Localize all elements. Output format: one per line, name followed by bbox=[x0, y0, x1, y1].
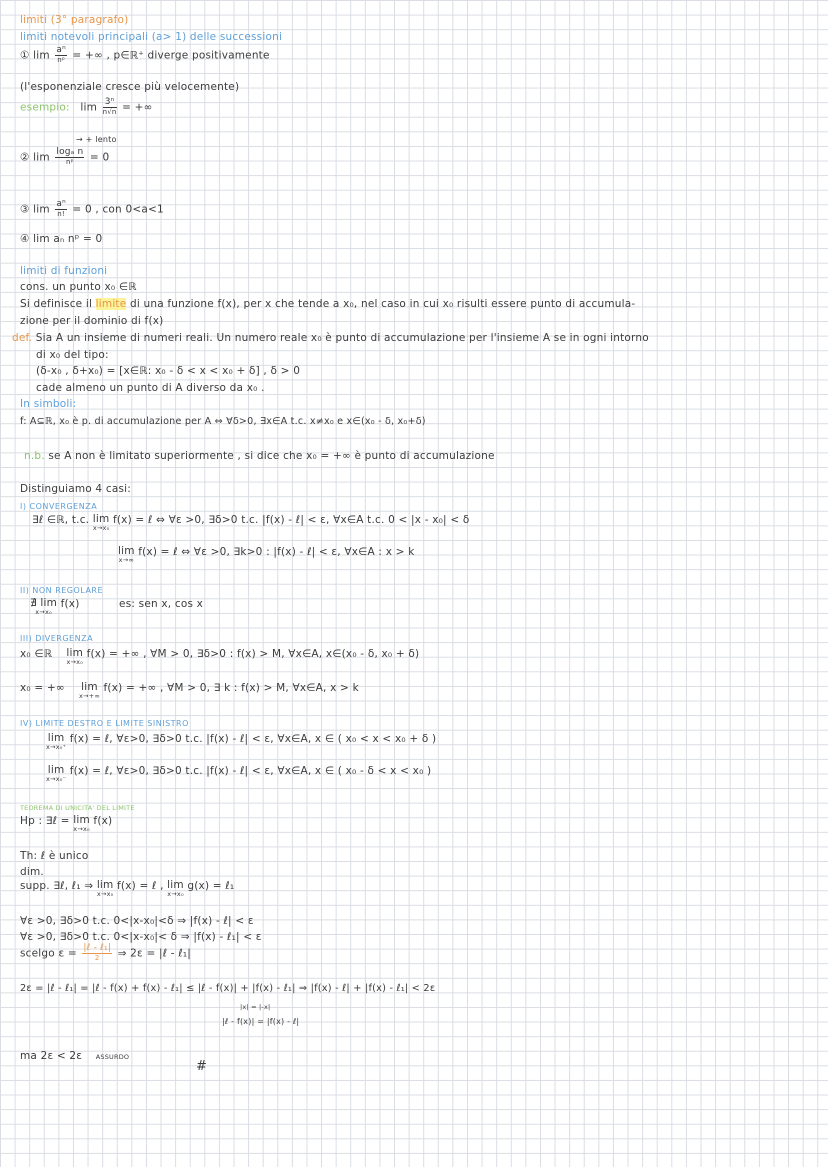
symbols-heading: In simboli: bbox=[20, 398, 77, 410]
case-1-line-1: ∃ℓ ∈ℝ, t.c. lim x→x₀ f(x) = ℓ ⇔ ∀ε >0, ∃δ>0 t.c. |f(x) - ℓ| < ε, ∀x∈A t.c. 0 < |x - x₀| < δ bbox=[32, 513, 470, 532]
definition-line-1: def. Sia A un insieme di numeri reali. Un numero reale x₀ è punto di accumulazione per l'insieme A se in ogni intorno bbox=[12, 332, 649, 344]
section-heading-successioni: limiti notevoli principali (a> 1) delle successioni bbox=[20, 31, 283, 43]
case-4-line-2: lim x→x₀⁻ f(x) = ℓ, ∀ε>0, ∃δ>0 t.c. |f(x) - ℓ| < ε, ∀x∈A, x ∈ ( x₀ - δ < x < x₀ ) bbox=[46, 764, 432, 783]
limit-item-2: ② lim $\frac{\text{logₐ n}}{\text{nᵖ}}$ = 0 bbox=[20, 147, 110, 166]
limit-item-1: ① lim $\frac{\text{aⁿ}}{\text{nᵖ}}$ = +∞ , p∈ℝ⁺ diverge positivamente bbox=[20, 45, 270, 64]
example-line: esempio: lim $\frac{\text{3ⁿ}}{n√n}$ = +∞ bbox=[20, 97, 153, 116]
funzioni-line-2: Si definisce il limite di una funzione f(x), per x che tende a x₀, nel caso in cui x₀ risulti essere punto di accumula- bbox=[20, 298, 636, 310]
funzioni-line-3: zione per il dominio di f(x) bbox=[20, 315, 164, 327]
limit-item-4: ④ lim aₙ nᵖ = 0 bbox=[20, 233, 103, 245]
proof-line-3: scelgo ε = $\frac{\text{|ℓ - ℓ₁|}}{2}$ ⇒ 2ε = |ℓ - ℓ₁| bbox=[20, 943, 192, 962]
proof-line-1: ∀ε >0, ∃δ>0 t.c. 0<|x-x₀|<δ ⇒ |f(x) - ℓ| < ε bbox=[20, 915, 254, 927]
proof-label: dim. bbox=[20, 866, 44, 878]
funzioni-line-1: cons. un punto x₀ ∈ℝ bbox=[20, 281, 137, 293]
hypothesis-line: Hp : ∃ℓ = lim x→x₀ f(x) bbox=[20, 814, 113, 833]
proof-line-2: ∀ε >0, ∃δ>0 t.c. 0<|x-x₀|< δ ⇒ |f(x) - ℓ₁| < ε bbox=[20, 931, 262, 943]
slower-note: → + lento bbox=[76, 135, 117, 144]
page-title: limiti (3° paragrafo) bbox=[20, 14, 129, 26]
conclusion-line: ma 2ε < 2ε ASSURDO bbox=[20, 1050, 130, 1062]
supposition-line: supp. ∃ℓ, ℓ₁ ⇒ lim x→x₀ f(x) = ℓ , lim x→x₀ g(x) = ℓ₁ bbox=[20, 879, 235, 898]
case-1-line-2: lim x→∞ f(x) = ℓ ⇔ ∀ε >0, ∃k>0 : |f(x) - ℓ| < ε, ∀x∈A : x > k bbox=[118, 545, 415, 564]
case-1-heading: I) CONVERGENZA bbox=[20, 502, 98, 511]
case-2-heading: II) NON REGOLARE bbox=[20, 586, 104, 595]
limite-highlight: limite bbox=[95, 298, 127, 310]
case-4-heading: IV) LIMITE DESTRO E LIMITE SINISTRO bbox=[20, 719, 189, 728]
thesis-line: Th: ℓ è unico bbox=[20, 850, 89, 862]
theorem-heading: TEOREMA DI UNICITA' DEL LIMITE bbox=[20, 804, 135, 812]
case-4-line-1: lim x→x₀⁺ f(x) = ℓ, ∀ε>0, ∃δ>0 t.c. |f(x) - ℓ| < ε, ∀x∈A, x ∈ ( x₀ < x < x₀ + δ ) bbox=[46, 732, 437, 751]
abs-note-2: |ℓ - f(x)| = |f(x) - ℓ| bbox=[222, 1017, 300, 1026]
case-2-line: ∄ lim x→x₀ f(x) es: sen x, cos x bbox=[30, 597, 204, 616]
end-of-proof-mark: # bbox=[196, 1059, 208, 1074]
proof-line-4: 2ε = |ℓ - ℓ₁| = |ℓ - f(x) + f(x) - ℓ₁| ≤ |ℓ - f(x)| + |f(x) - ℓ₁| ⇒ |f(x) - ℓ| + |f(x) - ℓ₁| < 2ε bbox=[20, 983, 436, 994]
symbols-line: f: A⊆ℝ, x₀ è p. di accumulazione per A ⇔ ∀δ>0, ∃x∈A t.c. x≠x₀ e x∈(x₀ - δ, x₀+δ) bbox=[20, 416, 426, 427]
definition-line-4: cade almeno un punto di A diverso da x₀ . bbox=[36, 382, 265, 394]
section-heading-funzioni: limiti di funzioni bbox=[20, 265, 108, 277]
case-3-line-2: x₀ = +∞ lim x→+∞ f(x) = +∞ , ∀M > 0, ∃ k : f(x) > M, ∀x∈A, x > k bbox=[20, 681, 359, 700]
case-3-heading: III) DIVERGENZA bbox=[20, 634, 94, 643]
case-3-line-1: x₀ ∈ℝ lim x→x₀ f(x) = +∞ , ∀M > 0, ∃δ>0 : f(x) > M, ∀x∈A, x∈(x₀ - δ, x₀ + δ) bbox=[20, 647, 420, 666]
nb-line: n.b. se A non è limitato superiormente , si dice che x₀ = +∞ è punto di accumulazione bbox=[24, 450, 495, 462]
cases-intro: Distinguiamo 4 casi: bbox=[20, 483, 131, 495]
definition-line-3: (δ-x₀ , δ+x₀) = [x∈ℝ: x₀ - δ < x < x₀ + δ] , δ > 0 bbox=[36, 365, 301, 377]
limit-item-3: ③ lim $\frac{\text{aⁿ}}{n!}$ = 0 , con 0<a<1 bbox=[20, 199, 164, 218]
abs-note-1: |x| = |-x| bbox=[240, 1003, 271, 1011]
exponential-note: (l'esponenziale cresce più velocemente) bbox=[20, 81, 240, 93]
definition-line-2: di x₀ del tipo: bbox=[36, 349, 109, 361]
